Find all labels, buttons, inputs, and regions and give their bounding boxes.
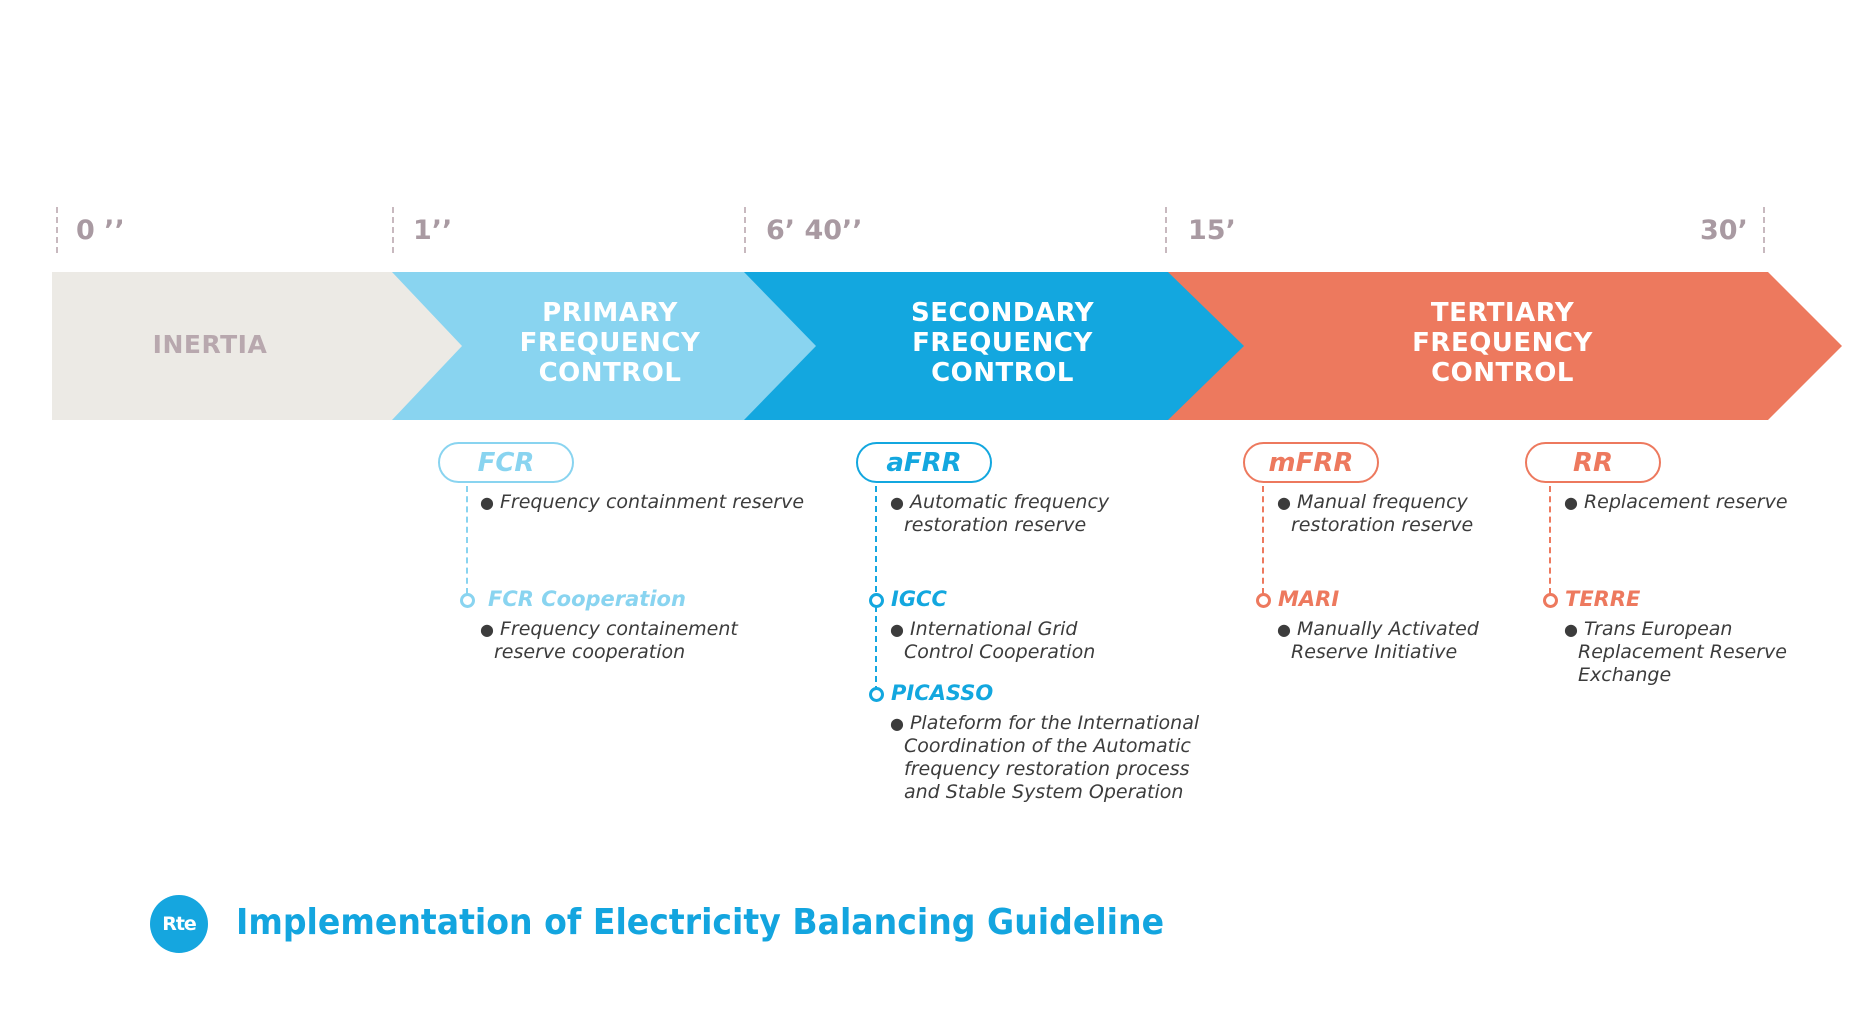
- mari-description: ● Manually Activated Reserve Initiative: [1277, 618, 1479, 663]
- fcr-cooperation-node-icon: [460, 593, 475, 608]
- inertia-label: INERTIA: [152, 330, 268, 359]
- picasso-title: PICASSO: [891, 681, 994, 705]
- mari-title: MARI: [1278, 587, 1340, 611]
- igcc-node-icon: [869, 593, 884, 608]
- tick-label-0s: 0 ’’: [76, 215, 125, 246]
- rr-badge: RR: [1525, 442, 1661, 483]
- primary-label: PRIMARY FREQUENCY CONTROL: [519, 298, 701, 388]
- terre-node-icon: [1543, 593, 1558, 608]
- terre-description: ● Trans European Replacement Reserve Exchange: [1564, 618, 1787, 686]
- picasso-node-icon: [869, 687, 884, 702]
- afrr-badge: aFRR: [856, 442, 992, 483]
- mfrr-description: ● Manual frequency restoration reserve: [1277, 491, 1474, 536]
- rr-connector: [1549, 486, 1551, 594]
- afrr-connector: [875, 486, 877, 692]
- tick-label-15m: 15’: [1188, 215, 1236, 246]
- tertiary-label: TERTIARY FREQUENCY CONTROL: [1412, 298, 1593, 388]
- mfrr-badge: mFRR: [1243, 442, 1379, 483]
- rr-description: ● Replacement reserve: [1564, 491, 1788, 513]
- mari-node-icon: [1256, 593, 1271, 608]
- fcr-description: ● Frequency containment reserve: [480, 491, 805, 513]
- igcc-title: IGCC: [891, 587, 947, 611]
- page-title: Implementation of Electricity Balancing Guideline: [236, 902, 1165, 943]
- fcr-badge: FCR: [438, 442, 574, 483]
- picasso-description: ● Plateform for the International Coordination of the Automatic frequency restoration process and Stable System Operation: [890, 712, 1200, 803]
- fcr-connector: [466, 486, 468, 594]
- terre-title: TERRE: [1565, 587, 1641, 611]
- secondary-label: SECONDARY FREQUENCY CONTROL: [910, 298, 1095, 388]
- tick-label-6m40s: 6’ 40’’: [766, 215, 863, 246]
- fcr-cooperation-description: ● Frequency containement reserve cooperation: [480, 618, 738, 663]
- afrr-description: ● Automatic frequency restoration reserve: [890, 491, 1110, 536]
- fcr-cooperation-title: FCR Cooperation: [488, 587, 686, 611]
- rte-logo: Rte: [150, 895, 208, 953]
- mfrr-connector: [1262, 486, 1264, 594]
- igcc-description: ● International Grid Control Cooperation: [890, 618, 1096, 663]
- tick-label-1s: 1’’: [413, 215, 453, 246]
- tick-label-30m: 30’: [1700, 215, 1748, 246]
